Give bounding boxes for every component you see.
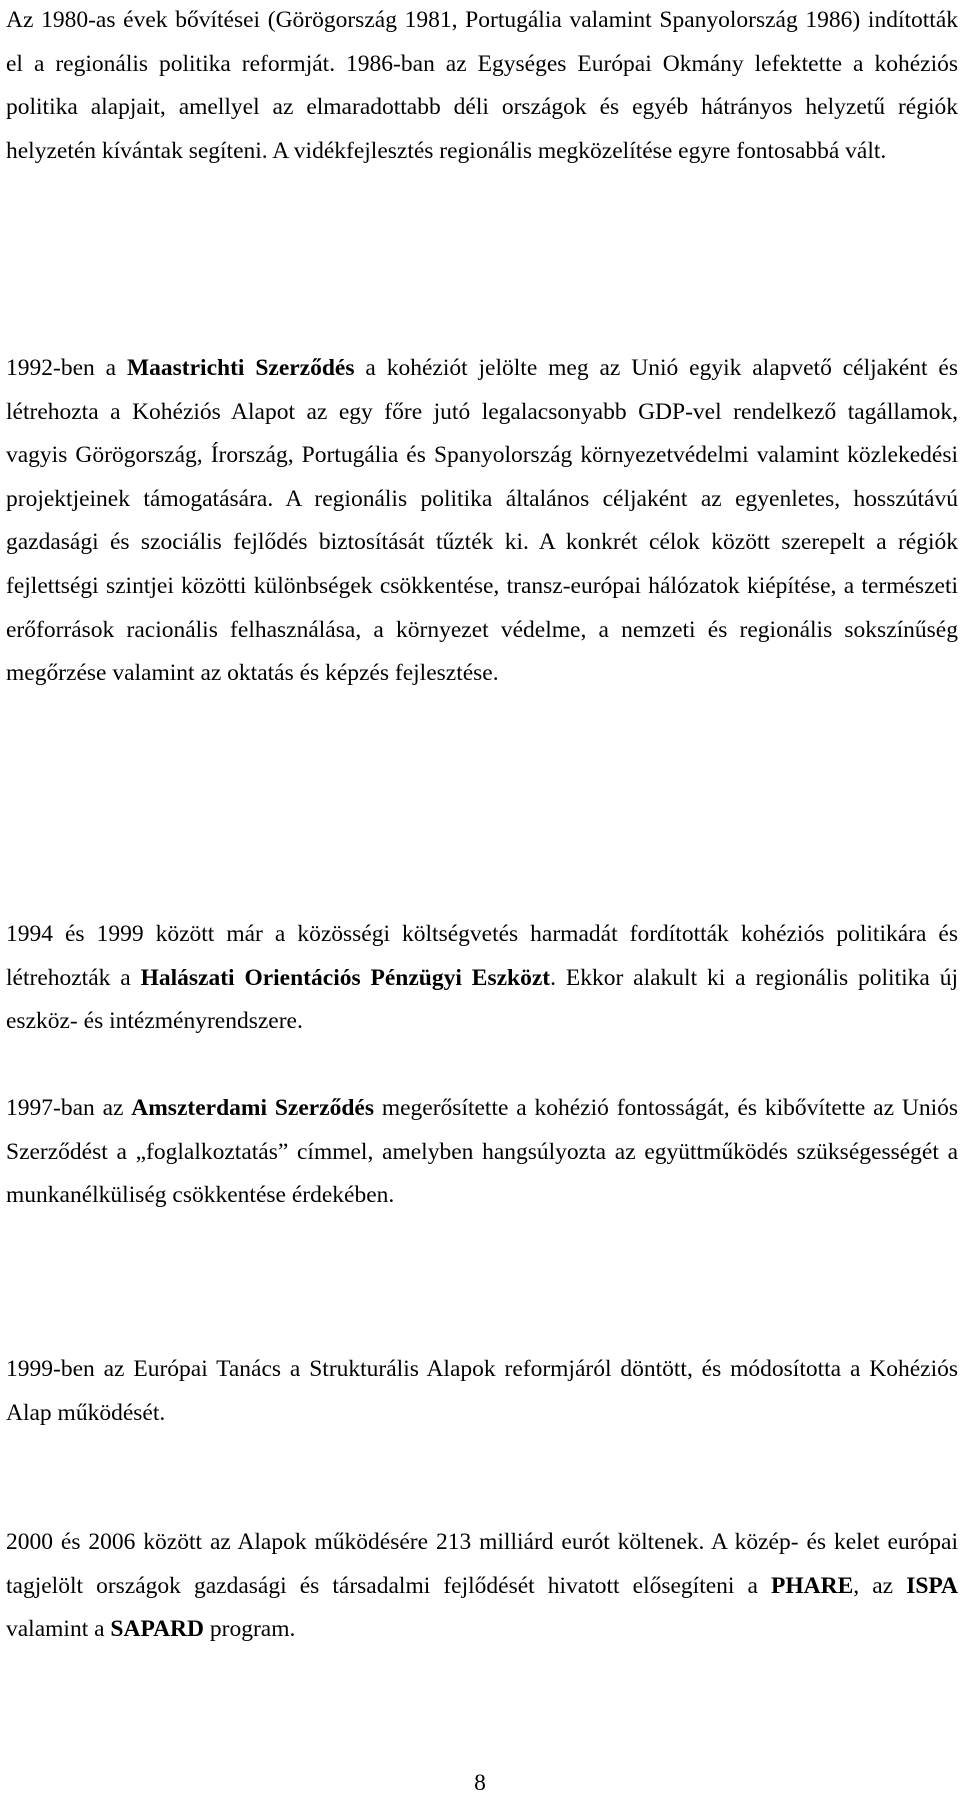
bold-term-maastricht: Maastrichti Szerződés xyxy=(126,355,355,381)
paragraph-2000-2006 xyxy=(6,1521,958,1652)
text-segment: . Ekkor alakult ki a regionális politika új eszköz- és intézményrendszere. xyxy=(6,964,958,1035)
page-number: 8 xyxy=(474,1770,486,1796)
text-segment: 1994 és 1999 között már a közösségi költségvetés harmadát fordították kohéziós politikára és létrehozták a xyxy=(6,921,958,991)
text-segment: 2000 és 2006 között az Alapok működésére 213 milliárd eurót költenek. A közép- és kelet európai tagjelölt országok gazdasági és társadalmi fejlődését hivatott elősegíteni a xyxy=(6,1529,958,1599)
bold-term-amsterdam: Amszterdami Szerződés xyxy=(131,1095,375,1121)
text-segment: valamint a xyxy=(6,1616,111,1643)
paragraph-enlargement-1980s xyxy=(6,0,958,173)
bold-term-phare: PHARE xyxy=(771,1572,854,1599)
text-segment: Az 1980-as évek bővítései (Görögország 1981, Portugália valamint Spanyolország 1986) indították el a regionális politika reformját. 1986-ban az Egységes Európai Okmány lefektette a kohéziós politika alapjait, amellyel az elmaradottabb déli országok és egyéb hátrányos helyzetű régiók helyzetén kívántak segíteni. A vidékfejlesztés regionális megközelítése egyre fontosabbá vált. xyxy=(6,7,958,164)
paragraph-1994-1999 xyxy=(6,913,958,1044)
paragraph-maastricht-1992 xyxy=(6,347,958,696)
text-segment: , az xyxy=(853,1572,907,1599)
text-segment: 1997-ban az xyxy=(6,1095,132,1121)
bold-term-ispa: ISPA xyxy=(906,1572,958,1599)
text-segment: 1992-ben a xyxy=(6,355,127,381)
text-segment: a kohéziót jelölte meg az Unió egyik alapvető céljaként és létrehozta a Kohéziós Alapot az egy főre jutó legalacsonyabb GDP-vel rendelkező tagállamok, vagyis Görögország, Írország, Portugália és Spanyolország környezetvédelmi valamint közlekedési projektjeinek támogatására. A regionális politika általános céljaként az egyenletes, hosszútávú gazdasági és szociális fejlődés biztosítását tűzték ki. A konkrét célok között szerepelt a régiók fejlettségi szintjei közötti különbségek csökkentése, transz-európai hálózatok kiépítése, a természeti erőforrások racionális felhasználása, a környezet védelme, a nemzeti és regionális sokszínűség megőrzése valamint az oktatás és képzés fejlesztése. xyxy=(6,355,958,687)
bold-term-sapard: SAPARD xyxy=(110,1616,204,1643)
text-segment: 1999-ben az Európai Tanács a Strukturális Alapok reformjáról döntött, és módosította a Kohéziós Alap működését. xyxy=(6,1356,958,1426)
text-segment: program. xyxy=(204,1616,296,1643)
bold-term-hope: Halászati Orientációs Pénzügyi Eszközt xyxy=(140,964,551,991)
text-segment: megerősítette a kohézió fontosságát, és kibővítette az Uniós Szerződést a „foglalkoztatás” címmel, amelyben hangsúlyozta az együttműködés szükségességét a munkanélküliség csökkentése érdekében. xyxy=(6,1095,959,1209)
paragraph-amsterdam-1997 xyxy=(6,1087,958,1218)
paragraph-council-1999 xyxy=(6,1348,958,1435)
